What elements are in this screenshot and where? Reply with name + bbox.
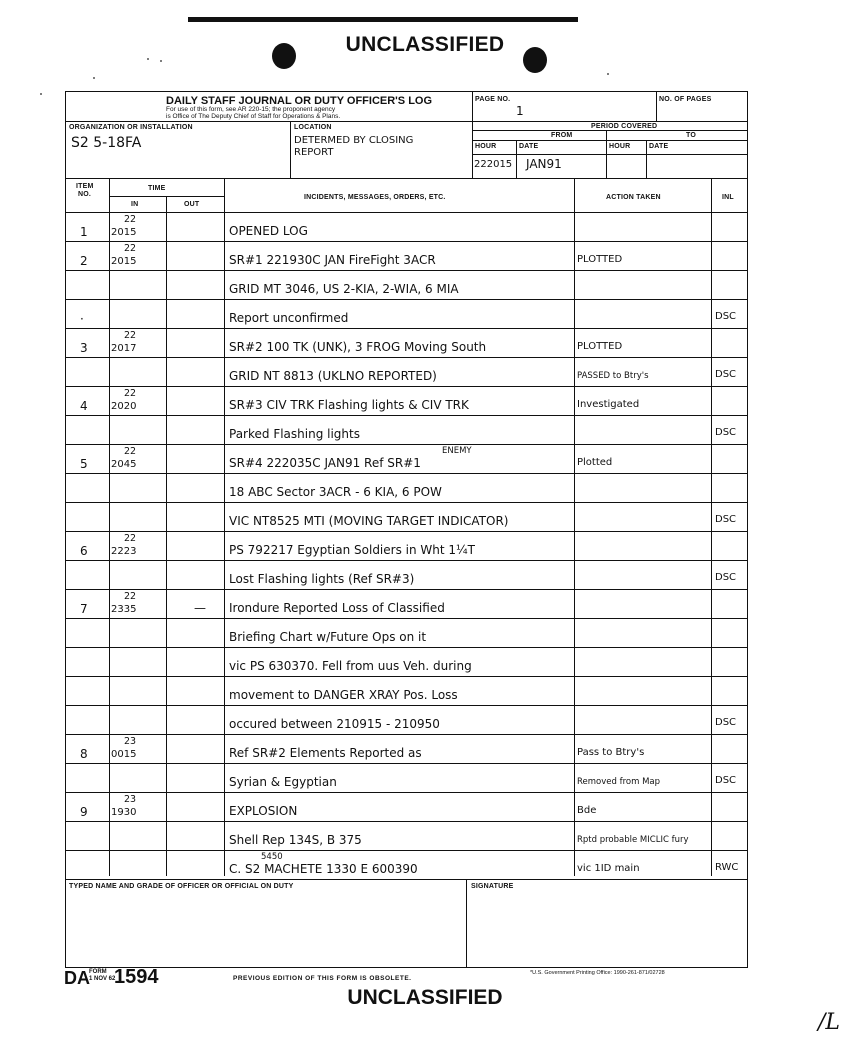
table-row-rule [66, 531, 747, 532]
initials-value: DSC [715, 775, 737, 786]
speck [93, 77, 95, 79]
action-taken-value: Removed from Map [577, 777, 661, 787]
table-row-rule [66, 386, 747, 387]
column-divider [109, 178, 110, 876]
table-row-rule [66, 357, 747, 358]
from-hour-value: 222015 [474, 159, 513, 170]
speck [147, 58, 149, 60]
table-row-rule [66, 879, 747, 880]
item-number: 1 [80, 225, 88, 239]
location-value: REPORT [294, 147, 334, 158]
form-number: 1594 [114, 966, 159, 988]
period-covered-label: PERIOD COVERED [591, 123, 658, 130]
action-taken-value: Plotted [577, 457, 613, 468]
typed-name-label: TYPED NAME AND GRADE OF OFFICER OR OFFICIAL ON DUTY [69, 883, 294, 890]
incident-text: VIC NT8525 MTI (MOVING TARGET INDICATOR) [229, 514, 509, 528]
column-divider [574, 178, 575, 876]
signature-label: SIGNATURE [471, 883, 514, 890]
column-divider [224, 178, 225, 876]
time-in-value: 0015 [111, 749, 137, 760]
incident-annotation: 5450 [261, 852, 283, 862]
from-label: FROM [551, 132, 573, 139]
incident-text: SR#3 CIV TRK Flashing lights & CIV TRK [229, 398, 469, 412]
header-divider [472, 92, 473, 121]
period-divider [516, 140, 517, 178]
period-divider [646, 140, 647, 178]
incident-text: Irondure Reported Loss of Classified [229, 601, 445, 615]
incident-text: SR#4 222035C JAN91 Ref SR#1 [229, 456, 421, 470]
incident-text: EXPLOSION [229, 804, 298, 818]
header-rule [66, 121, 747, 122]
incident-text: Lost Flashing lights (Ref SR#3) [229, 572, 415, 586]
item-number: 4 [80, 399, 88, 413]
item-number: 7 [80, 602, 88, 616]
incident-annotation: ENEMY [442, 446, 472, 456]
incident-text: Parked Flashing lights [229, 427, 360, 441]
table-row-rule [66, 270, 747, 271]
form-da-label: DA [64, 968, 90, 988]
table-row-rule [66, 328, 747, 329]
to-hour-label: HOUR [609, 143, 631, 150]
time-in-value: 1930 [111, 807, 137, 818]
table-row-rule [66, 647, 747, 648]
action-taken-label: ACTION TAKEN [606, 194, 661, 201]
form-date: 1 NOV 62 [89, 976, 116, 982]
initials-value: DSC [715, 717, 737, 728]
speck [160, 60, 162, 62]
incident-text: Report unconfirmed [229, 311, 349, 325]
in-label: IN [131, 201, 139, 208]
previous-edition-note: PREVIOUS EDITION OF THIS FORM IS OBSOLETE. [233, 975, 412, 982]
action-taken-value: PLOTTED [577, 254, 623, 265]
out-label: OUT [184, 201, 200, 208]
location-label: LOCATION [294, 124, 332, 131]
day-value: 22 [124, 214, 137, 225]
item-number: 6 [80, 544, 88, 558]
table-row-rule [66, 299, 747, 300]
table-row-rule [66, 415, 747, 416]
day-value: 22 [124, 388, 137, 399]
table-row-rule [66, 676, 747, 677]
signature-divider [466, 879, 467, 967]
action-taken-value: PASSED to Btry's [577, 371, 649, 381]
table-row-rule [66, 821, 747, 822]
item-number: · [80, 312, 84, 326]
table-row-rule [66, 473, 747, 474]
item-label: ITEM [76, 183, 94, 190]
from-hour-label: HOUR [475, 143, 497, 150]
initials-value: DSC [715, 572, 737, 583]
classification-top: UNCLASSIFIED [345, 33, 505, 56]
incident-text: 18 ABC Sector 3ACR - 6 KIA, 6 POW [229, 485, 442, 499]
table-row-rule [66, 444, 747, 445]
period-rule [472, 154, 747, 155]
day-value: 22 [124, 533, 137, 544]
action-taken-value: vic 1ID main [577, 863, 640, 874]
time-in-value: 2335 [111, 604, 137, 615]
to-date-label: DATE [649, 143, 669, 150]
initials-value: RWC [715, 862, 739, 873]
day-value: 22 [124, 243, 137, 254]
day-value: 22 [124, 330, 137, 341]
time-in-value: 2017 [111, 343, 137, 354]
header-divider [290, 121, 291, 178]
column-divider [711, 178, 712, 876]
to-label: TO [686, 132, 696, 139]
classification-bottom: UNCLASSIFIED [347, 986, 503, 1009]
period-rule [472, 140, 747, 141]
table-row-rule [66, 705, 747, 706]
column-header-rule [66, 212, 747, 213]
table-row-rule [66, 763, 747, 764]
item-number: 5 [80, 457, 88, 471]
time-in-value: 2015 [111, 227, 137, 238]
initials-value: DSC [715, 427, 737, 438]
action-taken-value: Investigated [577, 399, 640, 410]
table-row-rule [66, 502, 747, 503]
action-taken-value: Rptd probable MICLIC fury [577, 835, 689, 845]
inl-label: INL [722, 194, 734, 201]
time-in-value: 2223 [111, 546, 137, 557]
initials-value: DSC [715, 369, 737, 380]
time-in-value: 2045 [111, 459, 137, 470]
form-subtitle: For use of this form, see AR 220-15; the proponent agency [166, 106, 336, 113]
incident-text: movement to DANGER XRAY Pos. Loss [229, 688, 458, 702]
speck [40, 93, 42, 95]
staff-journal-form [65, 91, 748, 968]
incident-text: Ref SR#2 Elements Reported as [229, 746, 422, 760]
page-no-label: PAGE NO. [475, 96, 511, 103]
time-in-value: 2020 [111, 401, 137, 412]
time-in-value: 2015 [111, 256, 137, 267]
table-row-rule [66, 850, 747, 851]
initials-value: DSC [715, 311, 737, 322]
item-number: 8 [80, 747, 88, 761]
item-number: 9 [80, 805, 88, 819]
incident-text: OPENED LOG [229, 224, 308, 238]
form-title: DAILY STAFF JOURNAL OR DUTY OFFICER'S LOG [166, 95, 433, 107]
from-date-label: DATE [519, 143, 539, 150]
organization-value: S2 5-18FA [71, 135, 142, 151]
incident-text: Syrian & Egyptian [229, 775, 337, 789]
organization-label: ORGANIZATION OR INSTALLATION [69, 124, 193, 131]
table-row-rule [66, 792, 747, 793]
item-number: 2 [80, 254, 88, 268]
initials-value: DSC [715, 514, 737, 525]
incident-text: C. S2 MACHETE 1330 E 600390 [229, 862, 418, 876]
item-no-label: NO. [78, 191, 92, 198]
table-row-rule [66, 618, 747, 619]
action-taken-value: Pass to Btry's [577, 747, 645, 758]
incident-text: GRID MT 3046, US 2-KIA, 2-WIA, 6 MIA [229, 282, 459, 296]
form-word-label: FORM [89, 969, 107, 975]
from-date-value: JAN91 [526, 157, 562, 171]
incident-text: GRID NT 8813 (UKLNO REPORTED) [229, 369, 437, 383]
day-value: 22 [124, 446, 137, 457]
form-word [89, 969, 115, 983]
period-rule [472, 130, 747, 131]
location-value: DETERMED BY CLOSING [294, 135, 414, 146]
day-value: 23 [124, 736, 137, 747]
incidents-label: INCIDENTS, MESSAGES, ORDERS, ETC. [304, 194, 446, 201]
incident-text: SR#1 221930C JAN FireFight 3ACR [229, 253, 436, 267]
period-divider [606, 130, 607, 178]
time-out-value: — [194, 601, 206, 615]
header-divider [656, 92, 657, 121]
speck [607, 73, 609, 75]
table-row-rule [66, 589, 747, 590]
day-value: 23 [124, 794, 137, 805]
gpo-note: *U.S. Government Printing Office: 1990-261-871/02728 [530, 970, 665, 976]
incident-text: SR#2 100 TK (UNK), 3 FROG Moving South [229, 340, 487, 354]
corner-mark: /L [818, 1010, 841, 1035]
table-row-rule [66, 560, 747, 561]
page-no-value: 1 [516, 104, 524, 118]
table-row-rule [66, 734, 747, 735]
no-of-pages-label: NO. OF PAGES [659, 96, 712, 103]
incident-text: occured between 210915 - 210950 [229, 717, 440, 731]
incident-text: Briefing Chart w/Future Ops on it [229, 630, 427, 644]
incident-text: PS 792217 Egyptian Soldiers in Wht 1¼T [229, 543, 475, 557]
column-divider [166, 196, 167, 876]
incident-text: vic PS 630370. Fell from uus Veh. during [229, 659, 472, 673]
incident-text: Shell Rep 134S, B 375 [229, 833, 362, 847]
form-subtitle: is Office of The Deputy Chief of Staff for Operations & Plans. [166, 113, 341, 120]
day-value: 22 [124, 591, 137, 602]
item-number: 3 [80, 341, 88, 355]
action-taken-value: PLOTTED [577, 341, 623, 352]
table-row-rule [66, 241, 747, 242]
top-rule-bar [188, 17, 578, 22]
time-label: TIME [148, 185, 166, 192]
action-taken-value: Bde [577, 805, 597, 816]
header-rule [66, 178, 747, 179]
